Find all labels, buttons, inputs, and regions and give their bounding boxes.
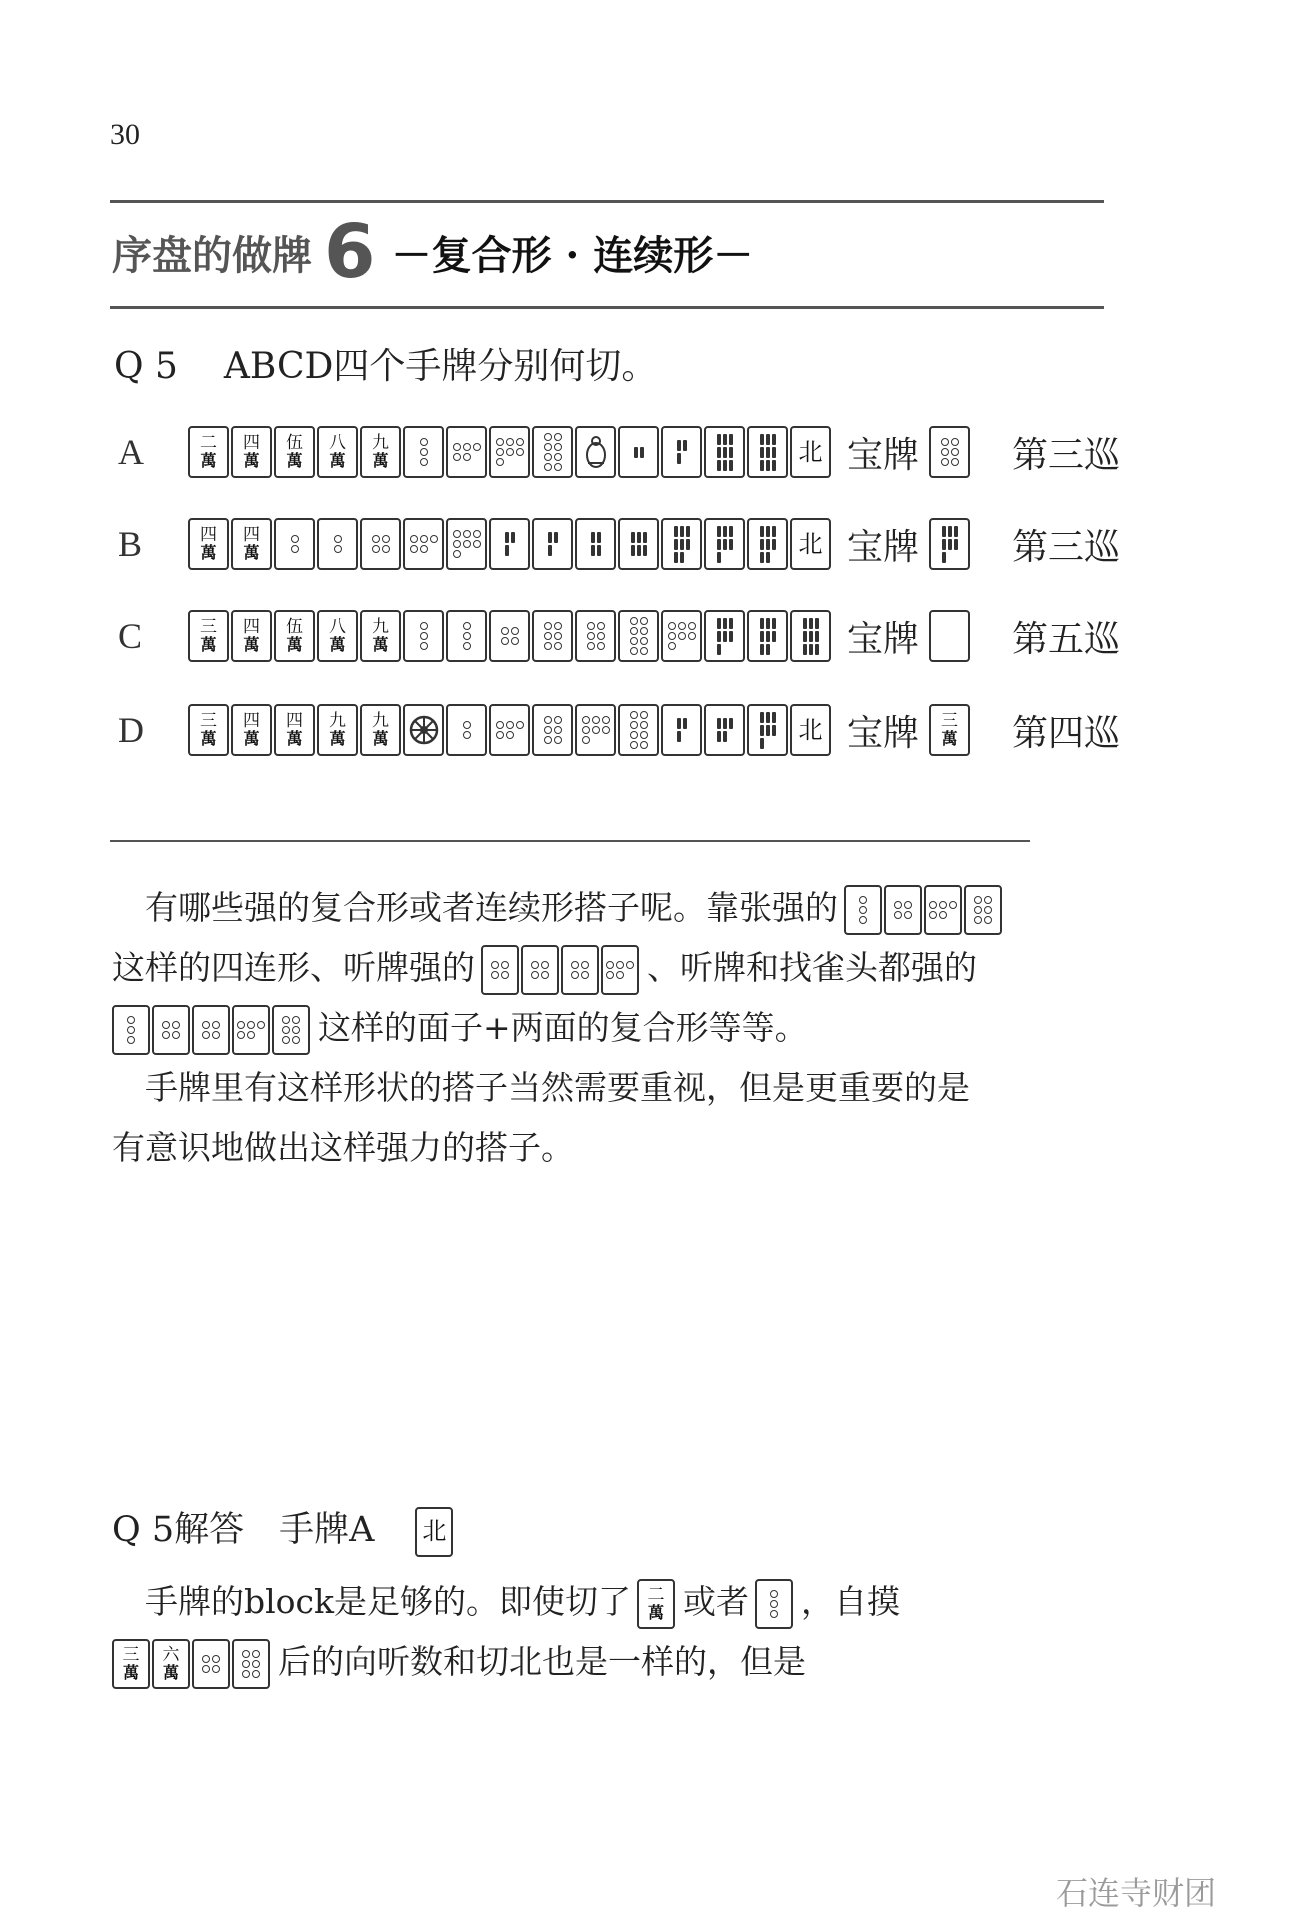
text-line xyxy=(112,1058,1010,1118)
answer-label: Q 5解答 xyxy=(112,1510,245,1550)
man-tile: 伍 萬 xyxy=(274,426,315,478)
man-tile: 九 萬 xyxy=(360,426,401,478)
watermark: 石连寺财团 xyxy=(1055,1874,1216,1912)
heading-lead: 序盘的做牌 xyxy=(112,232,312,279)
page-number: 30 xyxy=(110,118,140,151)
man-tile: 二 萬 xyxy=(637,1579,675,1629)
sou-tile-icon xyxy=(661,704,702,756)
sou-tile-icon xyxy=(704,610,745,662)
turn-label: 第四巡 xyxy=(1012,712,1121,754)
honor-tile: 北 xyxy=(790,704,831,756)
honor-tile: 北 xyxy=(415,1507,453,1557)
sou-tile-icon xyxy=(489,518,530,570)
dora-label: 宝牌 xyxy=(847,434,920,476)
man-tile: 四 萬 xyxy=(231,610,272,662)
question-line xyxy=(114,338,657,389)
blank-tile xyxy=(929,610,970,662)
pin-tile-icon xyxy=(481,945,519,995)
pin-tile-icon xyxy=(844,885,882,935)
man-tile: 三 萬 xyxy=(188,704,229,756)
tile-group-wait xyxy=(481,945,641,995)
man-tile: 四 萬 xyxy=(231,518,272,570)
question-text: ABCD四个手牌分别何切。 xyxy=(223,346,658,387)
sou-tile-icon xyxy=(704,704,745,756)
hand-row-c xyxy=(118,608,1120,664)
divider xyxy=(110,840,1030,842)
pin-tile-icon xyxy=(446,518,487,570)
man-tile: 八 萬 xyxy=(317,610,358,662)
man-tile: 九 萬 xyxy=(360,610,401,662)
sou-tile-icon xyxy=(532,518,573,570)
pin-tile-icon xyxy=(929,426,970,478)
question-label: Q 5 xyxy=(114,346,178,387)
pin-tile-icon xyxy=(112,1005,150,1055)
hand-letter: C xyxy=(118,616,143,656)
hand-row-d xyxy=(118,702,1120,758)
pin-tile-icon xyxy=(232,1639,270,1689)
pin-tile-icon xyxy=(403,426,444,478)
text-line xyxy=(112,1572,900,1632)
sou-tile-icon xyxy=(747,426,788,478)
sou-tile-icon xyxy=(790,610,831,662)
pin-tile-icon xyxy=(532,426,573,478)
pin-tile-icon xyxy=(489,426,530,478)
sou-tile-icon xyxy=(929,518,970,570)
sou-tile-icon xyxy=(704,426,745,478)
man-tile: 六 萬 xyxy=(152,1639,190,1689)
pin-tile-icon xyxy=(274,518,315,570)
sou-tile-icon xyxy=(661,518,702,570)
man-tile: 四 萬 xyxy=(231,426,272,478)
discussion-paragraph xyxy=(112,878,1010,1178)
man-tile: 九 萬 xyxy=(317,704,358,756)
pin-tile-icon xyxy=(360,518,401,570)
heading-number: 6 xyxy=(324,209,376,295)
pin-tile-icon xyxy=(618,704,659,756)
honor-tile: 北 xyxy=(790,426,831,478)
dora-label: 宝牌 xyxy=(847,526,920,568)
turn-label: 第三巡 xyxy=(1012,434,1121,476)
answer-discard-tile xyxy=(415,1507,455,1557)
dora-label: 宝牌 xyxy=(847,618,920,660)
man-tile: 九 萬 xyxy=(360,704,401,756)
section-heading xyxy=(112,209,754,295)
pin-tile-icon xyxy=(192,1639,230,1689)
heading-top-rule xyxy=(110,200,1104,203)
text-span: 、听牌和找雀头都强的 xyxy=(647,948,977,987)
text-span: 有意识地做出这样强力的搭子。 xyxy=(112,1128,574,1167)
man-tile: 伍 萬 xyxy=(274,610,315,662)
text-line xyxy=(112,878,1010,938)
pin-tile-icon xyxy=(446,426,487,478)
turn-label: 第五巡 xyxy=(1012,618,1121,660)
pin-tile-icon xyxy=(532,704,573,756)
text-span: 这样的面子+两面的复合形等等。 xyxy=(318,1008,808,1047)
tile-group xyxy=(112,1639,272,1689)
dora-label: 宝牌 xyxy=(847,712,920,754)
hand-tiles xyxy=(188,704,833,756)
pin-tile-icon xyxy=(489,704,530,756)
sou-tile-icon xyxy=(747,610,788,662)
text-span: 有哪些强的复合形或者连续形搭子呢。靠张强的 xyxy=(145,888,838,927)
tile-group-four-connected xyxy=(844,885,1004,935)
turn-label: 第三巡 xyxy=(1012,526,1121,568)
pin-tile-icon xyxy=(964,885,1002,935)
pin-tile-icon xyxy=(489,610,530,662)
dora-tile xyxy=(929,610,972,662)
text-line xyxy=(112,938,1010,998)
tile-group xyxy=(755,1579,795,1629)
tile-group xyxy=(637,1579,677,1629)
honor-tile: 北 xyxy=(790,518,831,570)
man-tile: 二 萬 xyxy=(188,426,229,478)
heading-bottom-rule xyxy=(110,306,1104,309)
wheel-tile-icon xyxy=(403,704,444,756)
pin-tile-icon xyxy=(884,885,922,935)
text-line xyxy=(112,1632,900,1692)
text-span: 或者 xyxy=(683,1582,750,1621)
sou-tile-icon xyxy=(575,518,616,570)
pin-tile-icon xyxy=(403,610,444,662)
sou-tile-icon xyxy=(618,518,659,570)
pin-tile-icon xyxy=(317,518,358,570)
hand-letter: D xyxy=(118,710,144,750)
dora-tile xyxy=(929,426,972,478)
hand-letter: A xyxy=(118,432,144,472)
bird-tile-icon xyxy=(575,426,616,478)
hand-row-a xyxy=(118,424,1120,480)
hand-row-b xyxy=(118,516,1120,572)
man-tile: 三 萬 xyxy=(112,1639,150,1689)
heading-subtitle: －复合形 · 连续形－ xyxy=(391,231,754,279)
pin-tile-icon xyxy=(755,1579,793,1629)
man-tile: 八 萬 xyxy=(317,426,358,478)
answer-heading xyxy=(112,1500,461,1560)
text-span: ，自摸 xyxy=(801,1582,901,1621)
pin-tile-icon xyxy=(661,610,702,662)
pin-tile-icon xyxy=(446,704,487,756)
man-tile: 三 萬 xyxy=(929,704,970,756)
text-span: 手牌里有这样形状的搭子当然需要重视，但是更重要的是 xyxy=(145,1068,970,1107)
pin-tile-icon xyxy=(561,945,599,995)
answer-hand-label: 手牌A xyxy=(279,1510,375,1550)
sou-tile-icon xyxy=(747,518,788,570)
tile-group-composite xyxy=(112,1005,312,1055)
pin-tile-icon xyxy=(192,1005,230,1055)
hand-tiles xyxy=(188,426,833,478)
text-span: 后的向听数和切北也是一样的，但是 xyxy=(278,1642,806,1681)
text-line xyxy=(112,998,1010,1058)
pin-tile-icon xyxy=(575,610,616,662)
text-line xyxy=(112,1118,1010,1178)
pin-tile-icon xyxy=(272,1005,310,1055)
pin-tile-icon xyxy=(446,610,487,662)
sou-tile-icon xyxy=(661,426,702,478)
pin-tile-icon xyxy=(152,1005,190,1055)
pin-tile-icon xyxy=(618,610,659,662)
sou-tile-icon xyxy=(618,426,659,478)
text-span: 手牌的block是足够的。即使切了 xyxy=(145,1582,632,1621)
sou-tile-icon xyxy=(704,518,745,570)
man-tile: 四 萬 xyxy=(231,704,272,756)
pin-tile-icon xyxy=(232,1005,270,1055)
man-tile: 四 萬 xyxy=(274,704,315,756)
pin-tile-icon xyxy=(924,885,962,935)
pin-tile-icon xyxy=(521,945,559,995)
man-tile: 三 萬 xyxy=(188,610,229,662)
text-span: 这样的四连形、听牌强的 xyxy=(112,948,475,987)
hand-letter: B xyxy=(118,524,143,564)
sou-tile-icon xyxy=(747,704,788,756)
dora-tile xyxy=(929,704,972,756)
pin-tile-icon xyxy=(575,704,616,756)
hand-tiles xyxy=(188,610,833,662)
man-tile: 四 萬 xyxy=(188,518,229,570)
dora-tile xyxy=(929,518,972,570)
pin-tile-icon xyxy=(532,610,573,662)
hand-tiles xyxy=(188,518,833,570)
pin-tile-icon xyxy=(403,518,444,570)
pin-tile-icon xyxy=(601,945,639,995)
answer-paragraph xyxy=(112,1572,900,1692)
